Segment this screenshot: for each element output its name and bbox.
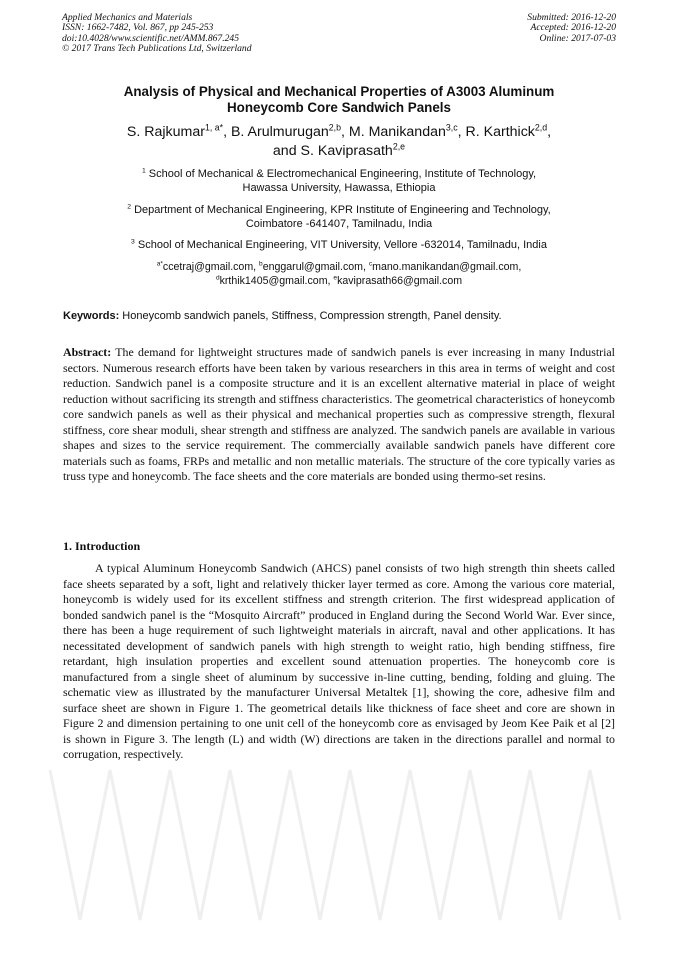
section-heading-introduction: 1. Introduction: [63, 539, 141, 553]
affiliation-line: Hawassa University, Hawassa, Ethiopia: [242, 182, 436, 195]
submission-dates: [527, 13, 616, 44]
abstract-label: Abstract:: [63, 345, 112, 359]
journal-doi[interactable]: doi:10.4028/www.scientific.net/AMM.867.245: [62, 32, 240, 44]
affiliation-number: 1: [141, 167, 146, 175]
title-line-2: Honeycomb Core Sandwich Panels: [227, 100, 451, 115]
email-line-1: $^{a*}$ccetraj@gmail.com, $^b$enggarul@gmail.com, $^c$mano.manikandan@gmail.com,: [156, 260, 522, 273]
watermark-pattern: [40, 760, 638, 930]
author-separator: ,: [547, 124, 552, 140]
submitted-date: Submitted: 2016-12-20: [527, 12, 616, 23]
affiliation-line: $^2$ Department of Mechanical Engineering, KPR Institute of Engineering and Technology,: [127, 203, 551, 216]
author-list: [40, 123, 638, 161]
affiliation-line: Coimbatore -641407, Tamilnadu, India: [245, 218, 433, 231]
affiliation-3: [40, 238, 638, 252]
affiliation-number: 2: [127, 203, 132, 211]
affiliation-1: [40, 167, 638, 195]
author-conjunction: and: [272, 143, 301, 159]
keywords-label: Keywords:: [63, 310, 120, 322]
author-separator: ,: [457, 124, 466, 140]
journal-copyright: © 2017 Trans Tech Publications Ltd, Switzerland: [62, 43, 252, 55]
author-affiliation-mark: 2,e: [392, 141, 406, 152]
keywords-text: Honeycomb sandwich panels, Stiffness, Compression strength, Panel density.: [119, 310, 502, 322]
affiliation-2: [40, 203, 638, 231]
email-link[interactable]: krthik1405@gmail.com: [219, 275, 328, 287]
email-link[interactable]: kaviprasath66@gmail.com: [337, 275, 463, 287]
email-list: [40, 260, 638, 288]
author-separator: ,: [223, 124, 231, 140]
title-line-1: Analysis of Physical and Mechanical Properties of A3003 Aluminum: [123, 84, 555, 99]
journal-info: [62, 13, 252, 55]
affiliation-line: $^3$ School of Mechanical Engineering, VIT University, Vellore -632014, Tamilnadu, India: [131, 238, 547, 251]
author-line-2: [40, 142, 638, 161]
affiliation-line: $^1$ School of Mechanical & Electromechanical Engineering, Institute of Technology,: [141, 167, 537, 180]
email-line-2: $^d$krthik1405@gmail.com, $^e$kaviprasath66@gmail.com: [215, 274, 463, 287]
email-link[interactable]: mano.manikandan@gmail.com: [372, 261, 519, 273]
author-affiliation-mark: 3,c: [445, 122, 458, 133]
email-link[interactable]: ccetraj@gmail.com: [162, 261, 254, 273]
journal-issn: ISSN: 1662-7482, Vol. 867, pp 245-253: [62, 22, 214, 34]
author-name: S. Rajkumar: [126, 124, 205, 140]
author-name: R. Karthick: [465, 124, 535, 140]
accepted-date: Accepted: 2016-12-20: [530, 22, 616, 34]
introduction-paragraph: A typical Aluminum Honeycomb Sandwich (AHCS) panel consists of two high strength thin sheets called face sheets separated by a soft, light and relatively thicker layer termed as core. Among the various core material, honeycomb is widely used for its excellent stiffness and strength criterion. The first widespread application of bonded sandwich panel is the “Mosquito Aircraft” produced in England during the Second World War. Ever since, there has been a huge requirement of such lightweight materials in aircraft, naval and other applications. It has necessitated development of sandwich panels with high strength to weight ratio, high bending stiffness, fire retardant, high insulation properties and excellent sound attenuation properties. The honeycomb core is manufactured from a single sheet of aluminum by successive in-line cutting, bending, folding and gluing. The schematic view as illustrated by the manufacturer Universal Metaltek [1], showing the core, adhesive film and surface sheet are shown in Figure 1. The geometrical details like thickness of face sheet and core are shown in Figure 2 and dimension pertaining to one unit cell of the honeycomb core as envisaged by Jeom Kee Paik et al [2] is shown in Figure 3. The length (L) and width (W) directions are taken in the directions parallel and normal to corrugation, respectively.: [63, 561, 615, 761]
online-date: Online: 2017-07-03: [539, 32, 616, 44]
author-name: S. Kaviprasath: [300, 143, 393, 159]
author-line-1: [40, 123, 638, 142]
affiliation-number: 3: [131, 238, 135, 246]
paper-title: [40, 84, 638, 116]
journal-name: Applied Mechanics and Materials: [62, 12, 193, 23]
author-affiliation-mark: 1, a*: [204, 122, 224, 133]
author-name: M. Manikandan: [348, 124, 446, 140]
keywords: [63, 309, 623, 323]
email-link[interactable]: enggarul@gmail.com: [262, 261, 363, 273]
abstract: [63, 345, 615, 485]
author-separator: ,: [340, 124, 349, 140]
author-name: B. Arulmurugan: [230, 124, 329, 140]
author-affiliation-mark: 2,b: [328, 122, 341, 133]
abstract-text: The demand for lightweight structures made of sandwich panels is ever increasing in many Industrial sectors. Numerous research efforts have been taken by various researchers in this area in terms of weight and cost reduction. Sandwich panel is a composite structure and it is an excellent alternative material in place of weight reduction without sacrificing its strength and stiffness characteristics. The geometrical characteristics of honeycomb core sandwich panels as well as their physical and mechanical properties such as compressive strength, flexural stiffness, core shear moduli, shear strength and stiffness are analyzed. The sandwich panels are available in various shapes and sizes to the service requirement. The commercially available sandwich panels have different core materials such as foams, FRPs and metallic and non metallic materials. The structure of the core typically varies as truss type and honeycomb. The face sheets and the core materials are bonded using thermo-set resins.: [63, 345, 615, 483]
author-affiliation-mark: 2,d: [534, 122, 548, 133]
